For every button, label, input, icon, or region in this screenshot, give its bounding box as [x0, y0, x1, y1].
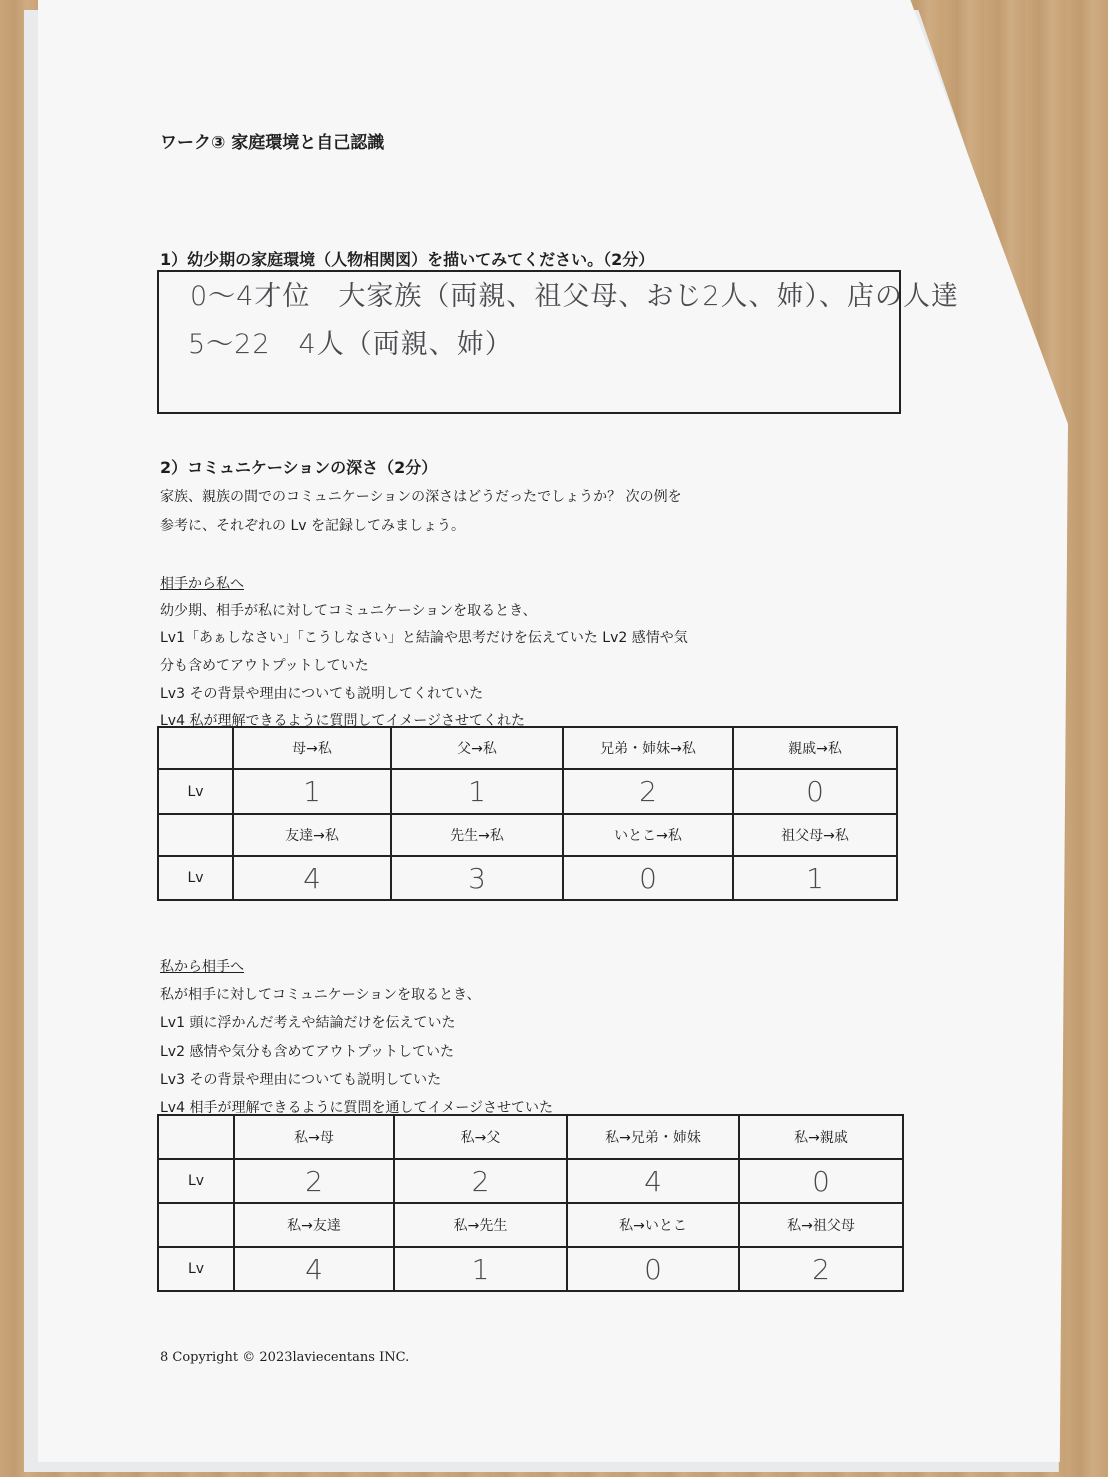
lv-value: 0: [567, 1247, 739, 1291]
table-corner: [158, 727, 233, 769]
header-cell: いとこ→私: [563, 814, 733, 856]
lv-value: 2: [394, 1159, 567, 1203]
header-cell: 私→母: [234, 1115, 394, 1159]
lv-value: 1: [733, 856, 897, 900]
header-cell: 母→私: [233, 727, 391, 769]
table-corner: [158, 814, 233, 856]
header-cell: 先生→私: [391, 814, 563, 856]
lv-label: Lv: [158, 1247, 234, 1291]
header-cell: 友達→私: [233, 814, 391, 856]
lv-value: 2: [739, 1247, 903, 1291]
header-cell: 私→親戚: [739, 1115, 903, 1159]
me-to-other-line-4: Lv3 その背景や理由についても説明していた: [160, 1072, 442, 1088]
lv-value: 1: [233, 769, 391, 814]
header-cell: 私→祖父母: [739, 1203, 903, 1247]
table-corner: [158, 1115, 234, 1159]
header-cell: 私→父: [394, 1115, 567, 1159]
header-cell: 祖父母→私: [733, 814, 897, 856]
other-to-me-line-1: 幼少期、相手が私に対してコミュニケーションを取るとき、: [160, 603, 537, 619]
me-to-other-line-3: Lv2 感情や気分も含めてアウトプットしていた: [160, 1044, 455, 1060]
other-to-me-line-4: Lv3 その背景や理由についても説明してくれていた: [160, 686, 484, 702]
section2-intro-line-1: 家族、親族の間でのコミュニケーションの深さはどうだったでしょうか？ 次の例を: [160, 489, 682, 505]
table-corner: [158, 1203, 234, 1247]
section1-heading: 1）幼少期の家庭環境（人物相関図）を描いてみてください。（2分）: [160, 250, 655, 269]
lv-value: 0: [733, 769, 897, 814]
lv-value: 3: [391, 856, 563, 900]
lv-value: 2: [563, 769, 733, 814]
lv-label: Lv: [158, 1159, 234, 1203]
header-cell: 兄弟・姉妹→私: [563, 727, 733, 769]
me-to-other-line-2: Lv1 頭に浮かんだ考えや結論だけを伝えていた: [160, 1015, 456, 1031]
me-to-other-line-1: 私が相手に対してコミュニケーションを取るとき、: [160, 987, 481, 1003]
me-to-other-subheading: 私から相手へ: [160, 959, 244, 975]
lv-value: 4: [233, 856, 391, 900]
other-to-me-table: [157, 726, 898, 901]
me-to-other-line-5: Lv4 相手が理解できるように質問を通してイメージさせていた: [160, 1100, 554, 1116]
lv-value: 4: [234, 1247, 394, 1291]
lv-label: Lv: [158, 769, 233, 814]
handwriting-line-1: 0～4才位 大家族（両親、祖父母、おじ2人、姉）、店の人達: [190, 281, 960, 312]
page-title: ワーク③ 家庭環境と自己認識: [160, 133, 385, 153]
other-to-me-line-5: Lv4 私が理解できるように質問してイメージさせてくれた: [160, 713, 526, 729]
other-to-me-subheading: 相手から私へ: [160, 576, 244, 592]
header-cell: 私→先生: [394, 1203, 567, 1247]
section2-heading: 2）コミュニケーションの深さ（2分）: [160, 458, 438, 477]
lv-value: 1: [391, 769, 563, 814]
header-cell: 私→友達: [234, 1203, 394, 1247]
lv-value: 2: [234, 1159, 394, 1203]
lv-value: 0: [563, 856, 733, 900]
section2-intro-line-2: 参考に、それぞれの Lv を記録してみましょう。: [160, 518, 465, 534]
handwriting-line-2: 5～22 4人（両親、姉）: [188, 329, 513, 360]
header-cell: 親戚→私: [733, 727, 897, 769]
lv-value: 1: [394, 1247, 567, 1291]
header-cell: 私→兄弟・姉妹: [567, 1115, 739, 1159]
me-to-other-table: [157, 1114, 904, 1292]
lv-label: Lv: [158, 856, 233, 900]
lv-value: 4: [567, 1159, 739, 1203]
lv-value: 0: [739, 1159, 903, 1203]
other-to-me-line-2: Lv1「あぁしなさい」「こうしなさい」と結論や思考だけを伝えていた Lv2 感情や気: [160, 630, 688, 646]
header-cell: 父→私: [391, 727, 563, 769]
page-footer: 8 Copyright © 2023laviecentans INC.: [160, 1350, 410, 1365]
header-cell: 私→いとこ: [567, 1203, 739, 1247]
other-to-me-line-3: 分も含めてアウトプットしていた: [160, 658, 369, 674]
